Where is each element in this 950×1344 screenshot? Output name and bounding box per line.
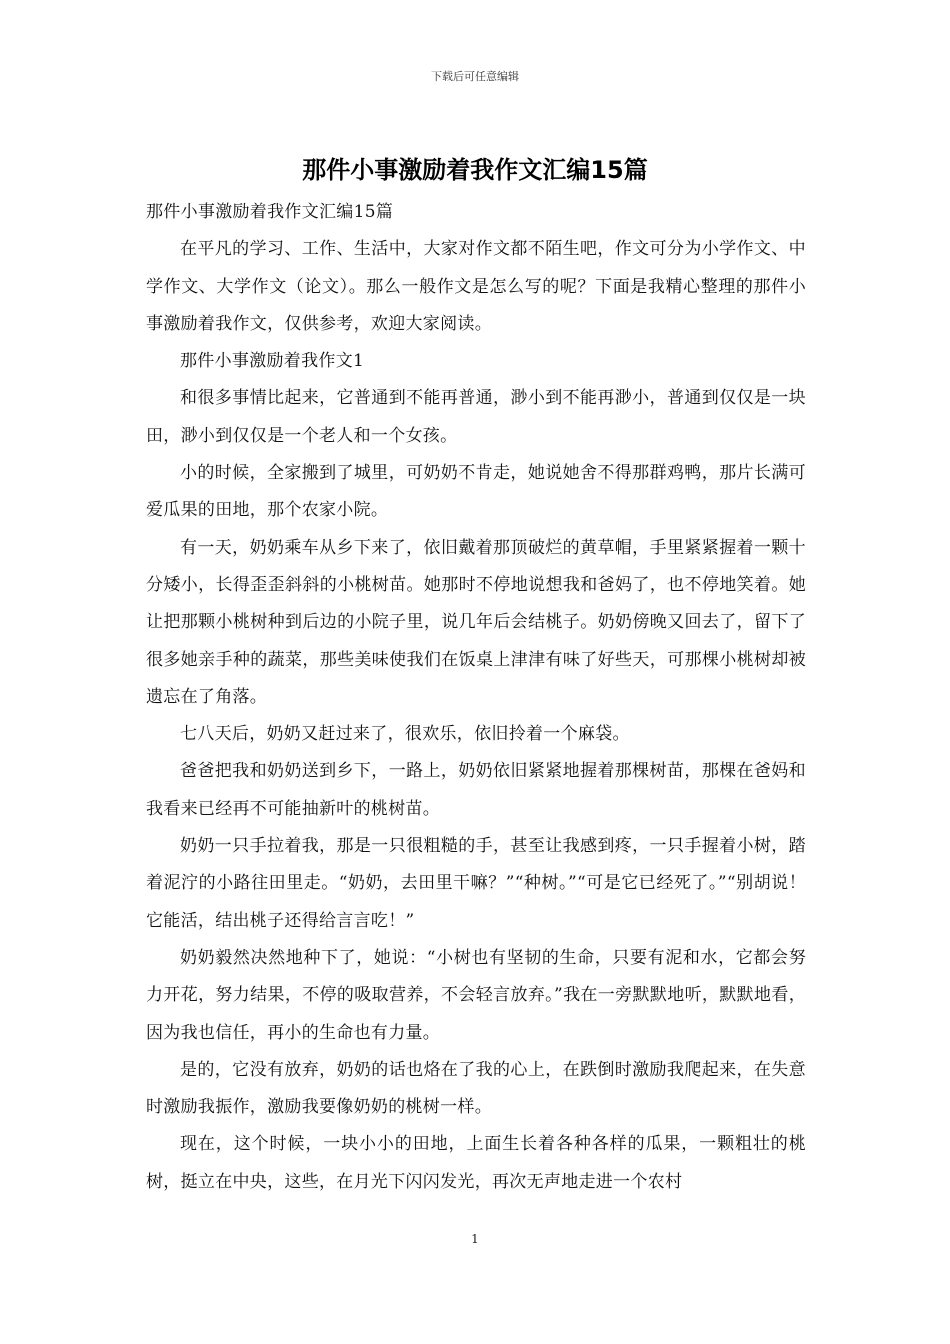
body-paragraph: 现在，这个时候，一块小小的田地，上面生长着各种各样的瓜果，一颗粗壮的桃树，挺立在中央，这些，在月光下闪闪发光，再次无声地走进一个农村 [146, 1134, 806, 1192]
subtitle-paragraph: 那件小事激励着我作文汇编15篇 [146, 202, 394, 222]
body-paragraph: 爸爸把我和奶奶送到乡下，一路上，奶奶依旧紧紧地握着那棵树苗，那棵在爸妈和我看来已经再不可能抽新叶的桃树苗。 [146, 761, 806, 819]
body-paragraph: 和很多事情比起来，它普通到不能再普通，渺小到不能再渺小，普通到仅仅是一块田，渺小到仅仅是一个老人和一个女孩。 [146, 388, 806, 446]
body-paragraph: 有一天，奶奶乘车从乡下来了，依旧戴着那顶破烂的黄草帽，手里紧紧握着一颗十分矮小，长得歪歪斜斜的小桃树苗。她那时不停地说想我和爸妈了，也不停地笑着。她让把那颗小桃树种到后边的小院子里，说几年后会结桃子。奶奶傍晚又回去了，留下了很多她亲手种的蔬菜，那些美味使我们在饭桌上津津有味了好些天，可那棵小桃树却被遗忘在了角落。 [146, 537, 806, 707]
document-body [146, 194, 806, 1201]
intro-paragraph: 在平凡的学习、工作、生活中，大家对作文都不陌生吧，作文可分为小学作文、中学作文、大学作文（论文）。那么一般作文是怎么写的呢？下面是我精心整理的那件小事激励着我作文，仅供参考，欢迎大家阅读。 [146, 239, 806, 334]
body-paragraph: 是的，它没有放弃，奶奶的话也烙在了我的心上，在跌倒时激励我爬起来，在失意时激励我振作，激励我要像奶奶的桃树一样。 [146, 1059, 806, 1118]
document-title: 那件小事激励着我作文汇编15篇 [302, 156, 648, 184]
body-paragraph: 奶奶一只手拉着我，那是一只很粗糙的手，甚至让我感到疼，一只手握着小树，踏着泥泞的小路往田里走。“奶奶，去田里干嘛？”“种树。”“可是它已经死了。”“别胡说！它能活，结出桃子还得给言言吃！” [146, 836, 806, 931]
body-paragraph: 七八天后，奶奶又赶过来了，很欢乐，依旧拎着一个麻袋。 [180, 724, 630, 745]
body-paragraph: 奶奶毅然决然地种下了，她说：“小树也有坚韧的生命，只要有泥和水，它都会努力开花，努力结果，不停的吸取营养，不会轻言放弃。”我在一旁默默地听，默默地看，因为我也信任，再小的生命也有力量。 [146, 947, 806, 1043]
section-heading: 那件小事激励着我作文1 [180, 351, 365, 372]
header-note: 下载后可任意编辑 [431, 70, 519, 83]
body-paragraph: 小的时候，全家搬到了城里，可奶奶不肯走，她说她舍不得那群鸡鸭，那片长满可爱瓜果的田地，那个农家小院。 [146, 463, 806, 521]
page-number: 1 [471, 1232, 479, 1246]
